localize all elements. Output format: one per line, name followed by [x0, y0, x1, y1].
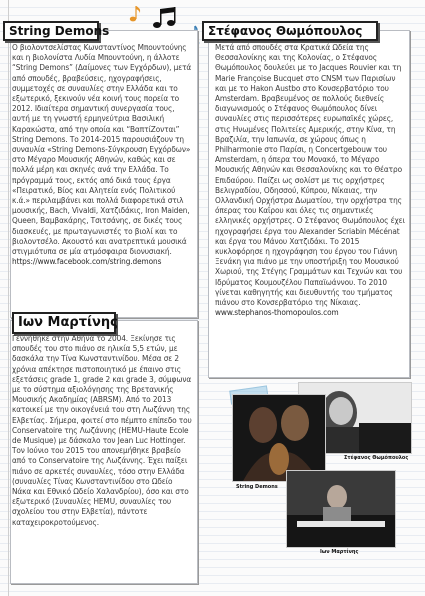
string-demons-text — [12, 42, 192, 266]
string-demons-photo — [232, 394, 326, 482]
ion-heading — [12, 312, 116, 334]
stefanos-caption: Στέφανος Θωμόπουλος — [344, 455, 409, 461]
string-demons-paragraph: Ο βιολοντσελίστας Κωνσταντίνος Μπουντούνης και η βιολονίστα Λυδία Μπουντούνη, η άλλοτε “String Demons” (Δαίμονες των Εγχόρδων), μετά από σπουδές, βραβεύσεις, ηχογραφήσεις, συμμετοχές σε συναυλίες στην Ελλάδα και το εξωτερικό, ξεκινούν νέα κοινή τους πορεία το 2012. Ιδιαίτερα σημαντική συνεργασία τους, αυτή με τη γνωστή ερμηνεύτρια Βασιλική Καρακώστα, από την οποία και “ΒαπτίΖονται” String Demons. Το 2014-2015 παρουσιάζουν τη συναυλία «String Demons-Σύγκρουση Εγχόρδων» στο Μέγαρο Μουσικής Αθηνών, καθώς και σε πολλά μέρη και σκηνές ανά την Ελλάδα. Το πρόγραμμά τους, εκτός από δικά τους έργα «Πειρατικό, Βίος και Αλητεία ενός Πολιτικού κ.ά.» περιλαμβάνει και πολλά διαφορετικά στιλ μουσικής, Bach, Vivaldi, Χατζιδάκις, Iron Maiden, Queen, Βαμβακάρης, Τσιτσάνης, σε δικές τους διασκευές, με πρωταγωνιστές το βιολί και το βιολοντσέλο. Ακουστό και ανατρεπτικά μουσικά στιγμιότυπα σε μία ατμόσφαιρα διονυσιακή. — [12, 42, 192, 257]
ion-title: Ιων Μαρτίνης — [18, 315, 118, 330]
stefanos-text — [215, 42, 405, 317]
stefanos-paragraph: Μετά από σπουδές στα Κρατικά Ωδεία της Θεσσαλονίκης και της Κολονίας, ο Στέφανος Θωμόπουλος δουλεύει με το Jacques Rouvier και τη Marie Françoise Bucquet στο CNSM των Παρισίων και με το Hakon Austbo στο Κονσερβατόριο του Amsterdam. Βραβευμένος σε πολλούς διεθνείς διαγωνισμούς ο Στέφανος Θωμόπουλος δίνει συναυλίες στις περισσότερες ευρωπαϊκές χώρες, στις Ηνωμένες Πολιτείες Αμερικής, στην Κίνα, τη Βραζιλία, την Ιαπωνία, σε χώρους όπως η Philharmonie στο Παρίσι, η Concertgebouw του Amsterdam, η όπερα του Μονακό, το Μέγαρο Μουσικής Αθηνών και Θεσσαλονίκης και το Θέατρο Επιδαύρου. Παίζει ως σολίστ με τις ορχήστρες Βελιγραδίου, Οδησσού, Κύπρου, Νίκαιας, την Ολλανδική Ορχήστρα Δωματίου, την ορχήστρα της όπερας του Καΐρου και όλες τις σημαντικές ελληνικές ορχήστρες. Ο Στέφανος Θωμόπουλος έχει ηχογραφήσει έργα του Alexander Scriabin Mécénat και έργα του Μάνου Χατζιδάκι. Το 2015 κυκλοφόρησε η ηχογράφηση του έργου του Γιάννη Ξενάκη για πιάνο με την υποστήριξη του Μουσικού Χωριού, της Στέγης Γραμμάτων και Τεχνών και του Ιδρύματος Κουμουζέλου Παπαϊωάννου. Το 2010 γίνεται καθηγητής και διευθυντής του τμήματος πιάνου στο Κονσερβατόριο της Νίκαιας. — [215, 42, 405, 308]
stefanos-heading — [202, 21, 378, 41]
string-demons-link[interactable]: https://www.facebook.com/string.demons — [12, 256, 162, 267]
string-demons-title: String Demons — [9, 24, 110, 38]
string-demons-heading — [3, 21, 110, 41]
string-demons-caption: String Demons — [236, 484, 278, 490]
ion-photo — [286, 470, 396, 548]
ion-paragraph: Γεννήθηκε στην Αθήνα το 2004. Ξεκίνησε τις σπουδές του στο πιάνο σε ηλικία 5,5 ετών, με δασκάλα την Τίνα Κωνσταντινίδου. Μέσα σε 2 χρόνια απέκτησε πιστοποιητικό με έπαινο στις εξετάσεις grade 1, grade 2 και grade 3, σύμφωνα με το σύστημα αξιολόγησης της Βρετανικής Μουσικής Ακαδημίας (ABRSM). Από το 2013 κατοικεί με την οικογένειά του στη Λωζάννη της Ελβετίας. Σήμερα, φοιτεί στο πέμπτο επίπεδο του Conservatoire της Λωζάννης (HEMU-Haute Ecole de Musique) με δάσκαλο τον Jean Luc Hottinger. Τον Ιούνιο του 2015 του απονεμήθηκε βραβείο από το Conservatoire της Λωζάννης. Έχει παίξει πιάνο σε αρκετές συναυλίες, τόσο στην Ελλάδα (συναυλίες Τίνας Κωνσταντινίδου στο Ωδείο Νάκα και Εθνικό Ωδείο Χαλανδρίου), όσο και στο εξωτερικό (Συναυλίες HEMU, συναυλίες του σχολείου του στην Ελβετία), πάντοτε καταχειροκροτούμενος. — [12, 333, 192, 527]
ion-caption: Ιων Μαρτίνης — [320, 549, 359, 555]
stefanos-title: Στέφανος Θωμόπουλος — [208, 24, 363, 38]
ion-text — [12, 333, 193, 527]
stefanos-link[interactable]: www.stephanos-thomopoulos.com — [215, 307, 339, 318]
